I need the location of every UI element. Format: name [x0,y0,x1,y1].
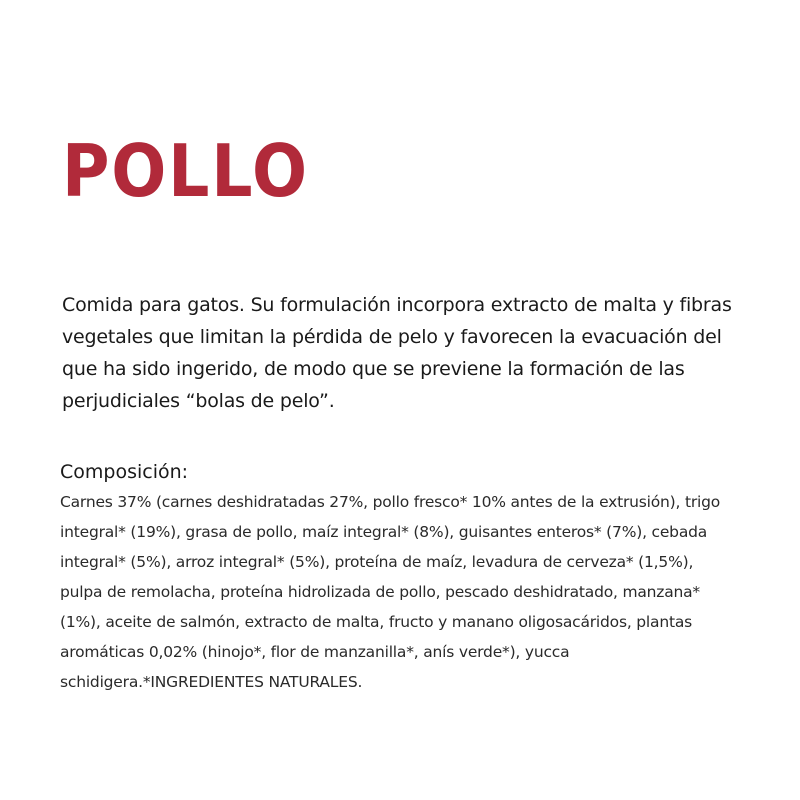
product-description: Comida para gatos. Su formulación incorpora extracto de malta y fibras vegetales que limitan la pérdida de pelo y favorecen la evacuación del que ha sido ingerido, de modo que se previene la formación de las perjudiciales “bolas de pelo”. [62,294,732,412]
composition-heading: Composición: [60,461,189,483]
product-title: POLLO [62,129,309,213]
composition-text: Carnes 37% (carnes deshidratadas 27%, pollo fresco* 10% antes de la extrusión), trigo integral* (19%), grasa de pollo, maíz integral* (8%), guisantes enteros* (7%), cebada integral* (5%), arroz integral* (5%), proteína de maíz, levadura de cerveza* (1,5%), pulpa de remolacha, proteína hidrolizada de pollo, pescado deshidratado, manzana* (1%), aceite de salmón, extracto de malta, fructo y manano oligosacáridos, plantas aromáticas 0,02% (hinojo*, flor de manzanilla*, anís verde*), yucca schidigera.*INGREDIENTES NATURALES. [60,493,721,691]
